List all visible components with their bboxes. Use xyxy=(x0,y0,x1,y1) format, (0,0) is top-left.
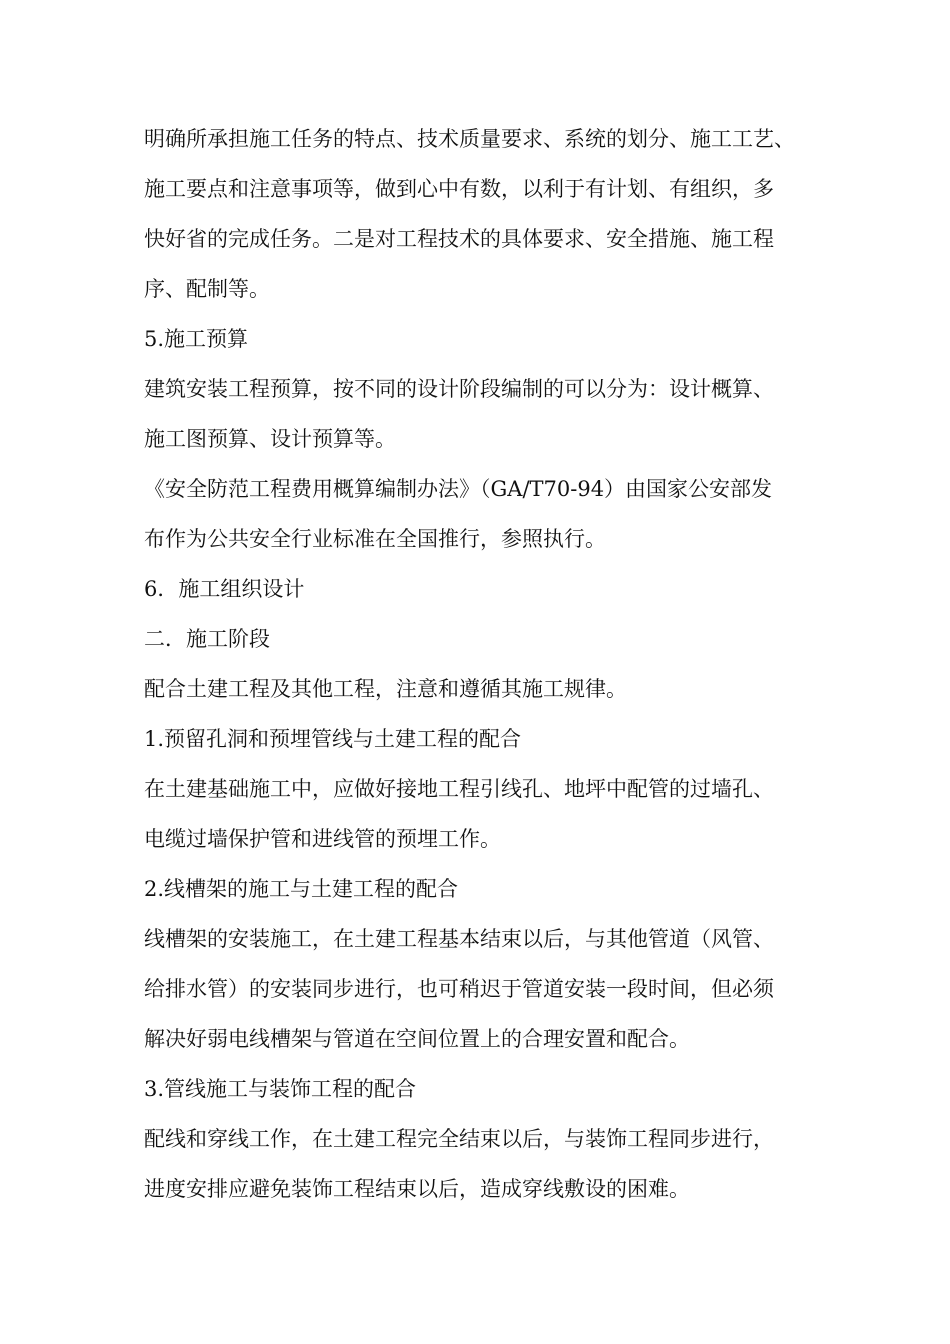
section-heading-budget: 5.施工预算 xyxy=(144,327,249,351)
paragraph-task-understanding xyxy=(144,114,808,314)
text-line: 解决好弱电线槽架与管道在空间位置上的合理安置和配合。 xyxy=(144,1027,690,1051)
section-heading-construction-phase: 二．施工阶段 xyxy=(144,627,270,651)
text-line: 《安全防范工程费用概算编制办法》（GA/T70-94）由国家公安部发 xyxy=(144,477,773,501)
text-line: 施工图预算、设计预算等。 xyxy=(144,427,396,451)
text-line: 布作为公共安全行业标准在全国推行，参照执行。 xyxy=(144,527,606,551)
text-line: 明确所承担施工任务的特点、技术质量要求、系统的划分、施工工艺、 xyxy=(144,127,795,151)
paragraph-standard-reference xyxy=(144,464,808,564)
paragraph-reserved-holes xyxy=(144,764,808,864)
text-line: 进度安排应避免装饰工程结束以后，造成穿线敷设的困难。 xyxy=(144,1177,690,1201)
section-heading-pipeline-decoration: 3.管线施工与装饰工程的配合 xyxy=(144,1077,417,1101)
section-heading-cable-tray: 2.线槽架的施工与土建工程的配合 xyxy=(144,877,459,901)
text-line: 施工要点和注意事项等，做到心中有数，以利于有计划、有组织，多 xyxy=(144,177,774,201)
paragraph-pipeline-decoration xyxy=(144,1114,808,1214)
text-line: 快好省的完成任务。二是对工程技术的具体要求、安全措施、施工程 xyxy=(144,227,774,251)
paragraph-budget-types xyxy=(144,364,808,464)
text-line: 给排水管）的安装同步进行，也可稍迟于管道安装一段时间，但必须 xyxy=(144,977,774,1001)
section-heading-reserved-holes: 1.预留孔洞和预埋管线与土建工程的配合 xyxy=(144,727,522,751)
paragraph-cable-tray xyxy=(144,914,808,1064)
text-line: 线槽架的安装施工，在土建工程基本结束以后，与其他管道（风管、 xyxy=(144,927,774,951)
document-body xyxy=(144,114,808,1214)
text-line: 建筑安装工程预算，按不同的设计阶段编制的可以分为：设计概算、 xyxy=(144,377,774,401)
text-line: 序、配制等。 xyxy=(144,277,270,301)
text-line: 在土建基础施工中，应做好接地工程引线孔、地坪中配管的过墙孔、 xyxy=(144,777,774,801)
text-line: 电缆过墙保护管和进线管的预埋工作。 xyxy=(144,827,501,851)
text-line: 配合土建工程及其他工程，注意和遵循其施工规律。 xyxy=(144,677,627,701)
text-line: 配线和穿线工作，在土建工程完全结束以后，与装饰工程同步进行， xyxy=(144,1127,774,1151)
section-heading-organization-design: 6．施工组织设计 xyxy=(144,577,305,601)
paragraph-coordination xyxy=(144,664,808,714)
